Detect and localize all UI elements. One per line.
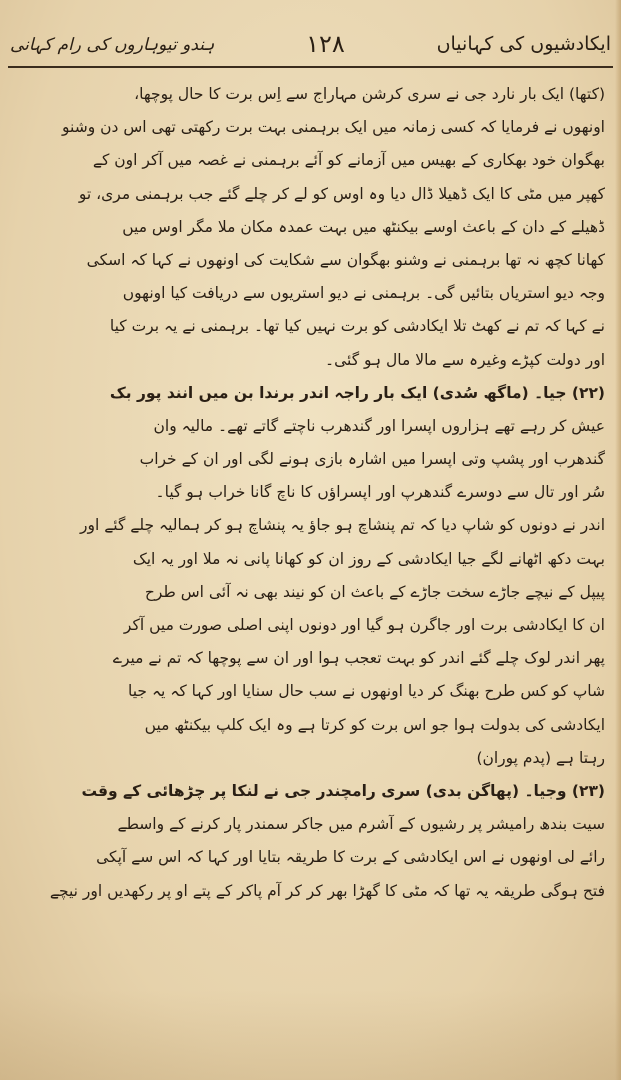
text-line: اندر نے دونوں کو شاپ دیا کہ تم پنشاچ ہو جاؤ یہ پنشاچ ہو کر ہمالیہ چلے گئے اور (80, 516, 605, 535)
text-line: (کتھا) ایک بار نارد جی نے سری کرشن مہاراج سے اِس برت کا حال پوچھا، (134, 85, 605, 103)
text-line: شاپ کو کس طرح بھنگ کر دیا اونھوں نے سب حال سنایا اور کہا کہ یہ جیا (128, 682, 605, 701)
text-line: سیت بندھ رامیشر پر رشیوں کے آشرم میں جاکر سمندر پار کرنے کے واسطے (117, 815, 605, 834)
text-line: پھر اندر لوک چلے گئے اندر کو بہت تعجب ہوا اور ان سے پوچھا کہ تم نے میرے (112, 649, 605, 668)
text-line: ان کا ایکادشی برت اور جاگرن ہو گیا اور دونوں اپنی اصلی صورت میں آکر (123, 616, 605, 634)
text-line: گندھرب اور پشپ وتی اپسرا میں اشارہ بازی ہونے لگی اور ان کے خراب (139, 450, 605, 469)
header-rule (8, 66, 613, 68)
text-line: بہت دکھ اٹھانے لگے جیا ایکادشی کے روز ان کو کھانا پانی نہ ملا اور یہ ایک (132, 549, 605, 568)
text-line: عیش کر رہے تھے ہزاروں اپسرا اور گندھرب ناچتے گاتے تھے۔ مالیہ وان (153, 416, 605, 435)
text-line: بھگوان خود بھکاری کے بھیس میں آزمانے کو آئے برہمنی نے غصہ میں آکر اون کے (92, 151, 605, 170)
text-line: فتح ہوگی طریقہ یہ تھا کہ مٹی کا گھڑا بھر کر کر آم پاکر کے پتے او پر رکھدیں اور نیچے (49, 881, 605, 900)
text-line: اونھوں نے فرمایا کہ کسی زمانہ میں ایک برہمنی بہت برت رکھتی تھی اس دن وشنو (62, 118, 605, 137)
text-line: کھانا کچھ نہ تھا برہمنی نے وشنو بھگوان سے شکایت کی اونھوں نے کہا کہ اسکی (86, 250, 605, 269)
page-spine-shadow (615, 0, 621, 1080)
section-heading-22: (۲۲) جیا۔ (ماگھ سُدی) ایک بار راجہ اندر برندا بن میں انند پور بک (109, 383, 605, 402)
text-line: ڈھیلے کے دان کے باعث اوسے بیکنٹھ میں بہت عمدہ مکان ملا مگر اوس میں (122, 217, 605, 236)
section-heading-23: (۲۳) وجیا۔ (پھاگن بدی) سری رامچندر جی نے لنکا پر چڑھائی کے وقت (81, 781, 605, 800)
text-line: نے کہا کہ تم نے کھٹ تلا ایکادشی کو برت نہیں کیا تھا۔ برہمنی نے یہ برت کیا (109, 317, 605, 336)
page-edge-stain (0, 990, 621, 1080)
page-body (16, 78, 605, 1056)
text-line: ایکادشی کی بدولت ہوا جو اس برت کو کرتا ہے وہ ایک کلپ بیکنٹھ میں (144, 715, 605, 734)
text-line: رہتا ہے (پدم پوران) (476, 748, 605, 767)
running-title: ہندو تیوہاروں کی رام کہانی (10, 34, 215, 55)
text-line: کھپر میں مٹی کا ایک ڈھیلا ڈال دیا وہ اوس کو لے کر چلے گئے جب برہمنی مری، تو (78, 184, 605, 203)
text-line: وجہ دیو استریاں بتائیں گی۔ برہمنی نے دیو استریوں سے دریافت کیا اونھوں (122, 284, 605, 303)
text-line: پیپل کے نیچے جاڑے سخت جاڑے کے باعث ان کو نیند بھی نہ آئی اس طرح (144, 582, 605, 601)
book-title: ایکادشیوں کی کہانیاں (436, 33, 611, 55)
text-line: رائے لی اونھوں نے اس ایکادشی کے برت کا طریقہ بتایا اور کہا کہ اس سے آپکی (96, 848, 605, 867)
text-line: سُر اور تال سے دوسرے گندھرپ اور اپسراؤں کا ناچ گانا خراب ہو گیا۔ (155, 483, 605, 502)
text-line: اور دولت کپڑے وغیرہ سے مالا مال ہو گئی۔ (325, 350, 605, 369)
page-header (10, 22, 611, 66)
page-number: ۱۲۸ (306, 30, 345, 58)
